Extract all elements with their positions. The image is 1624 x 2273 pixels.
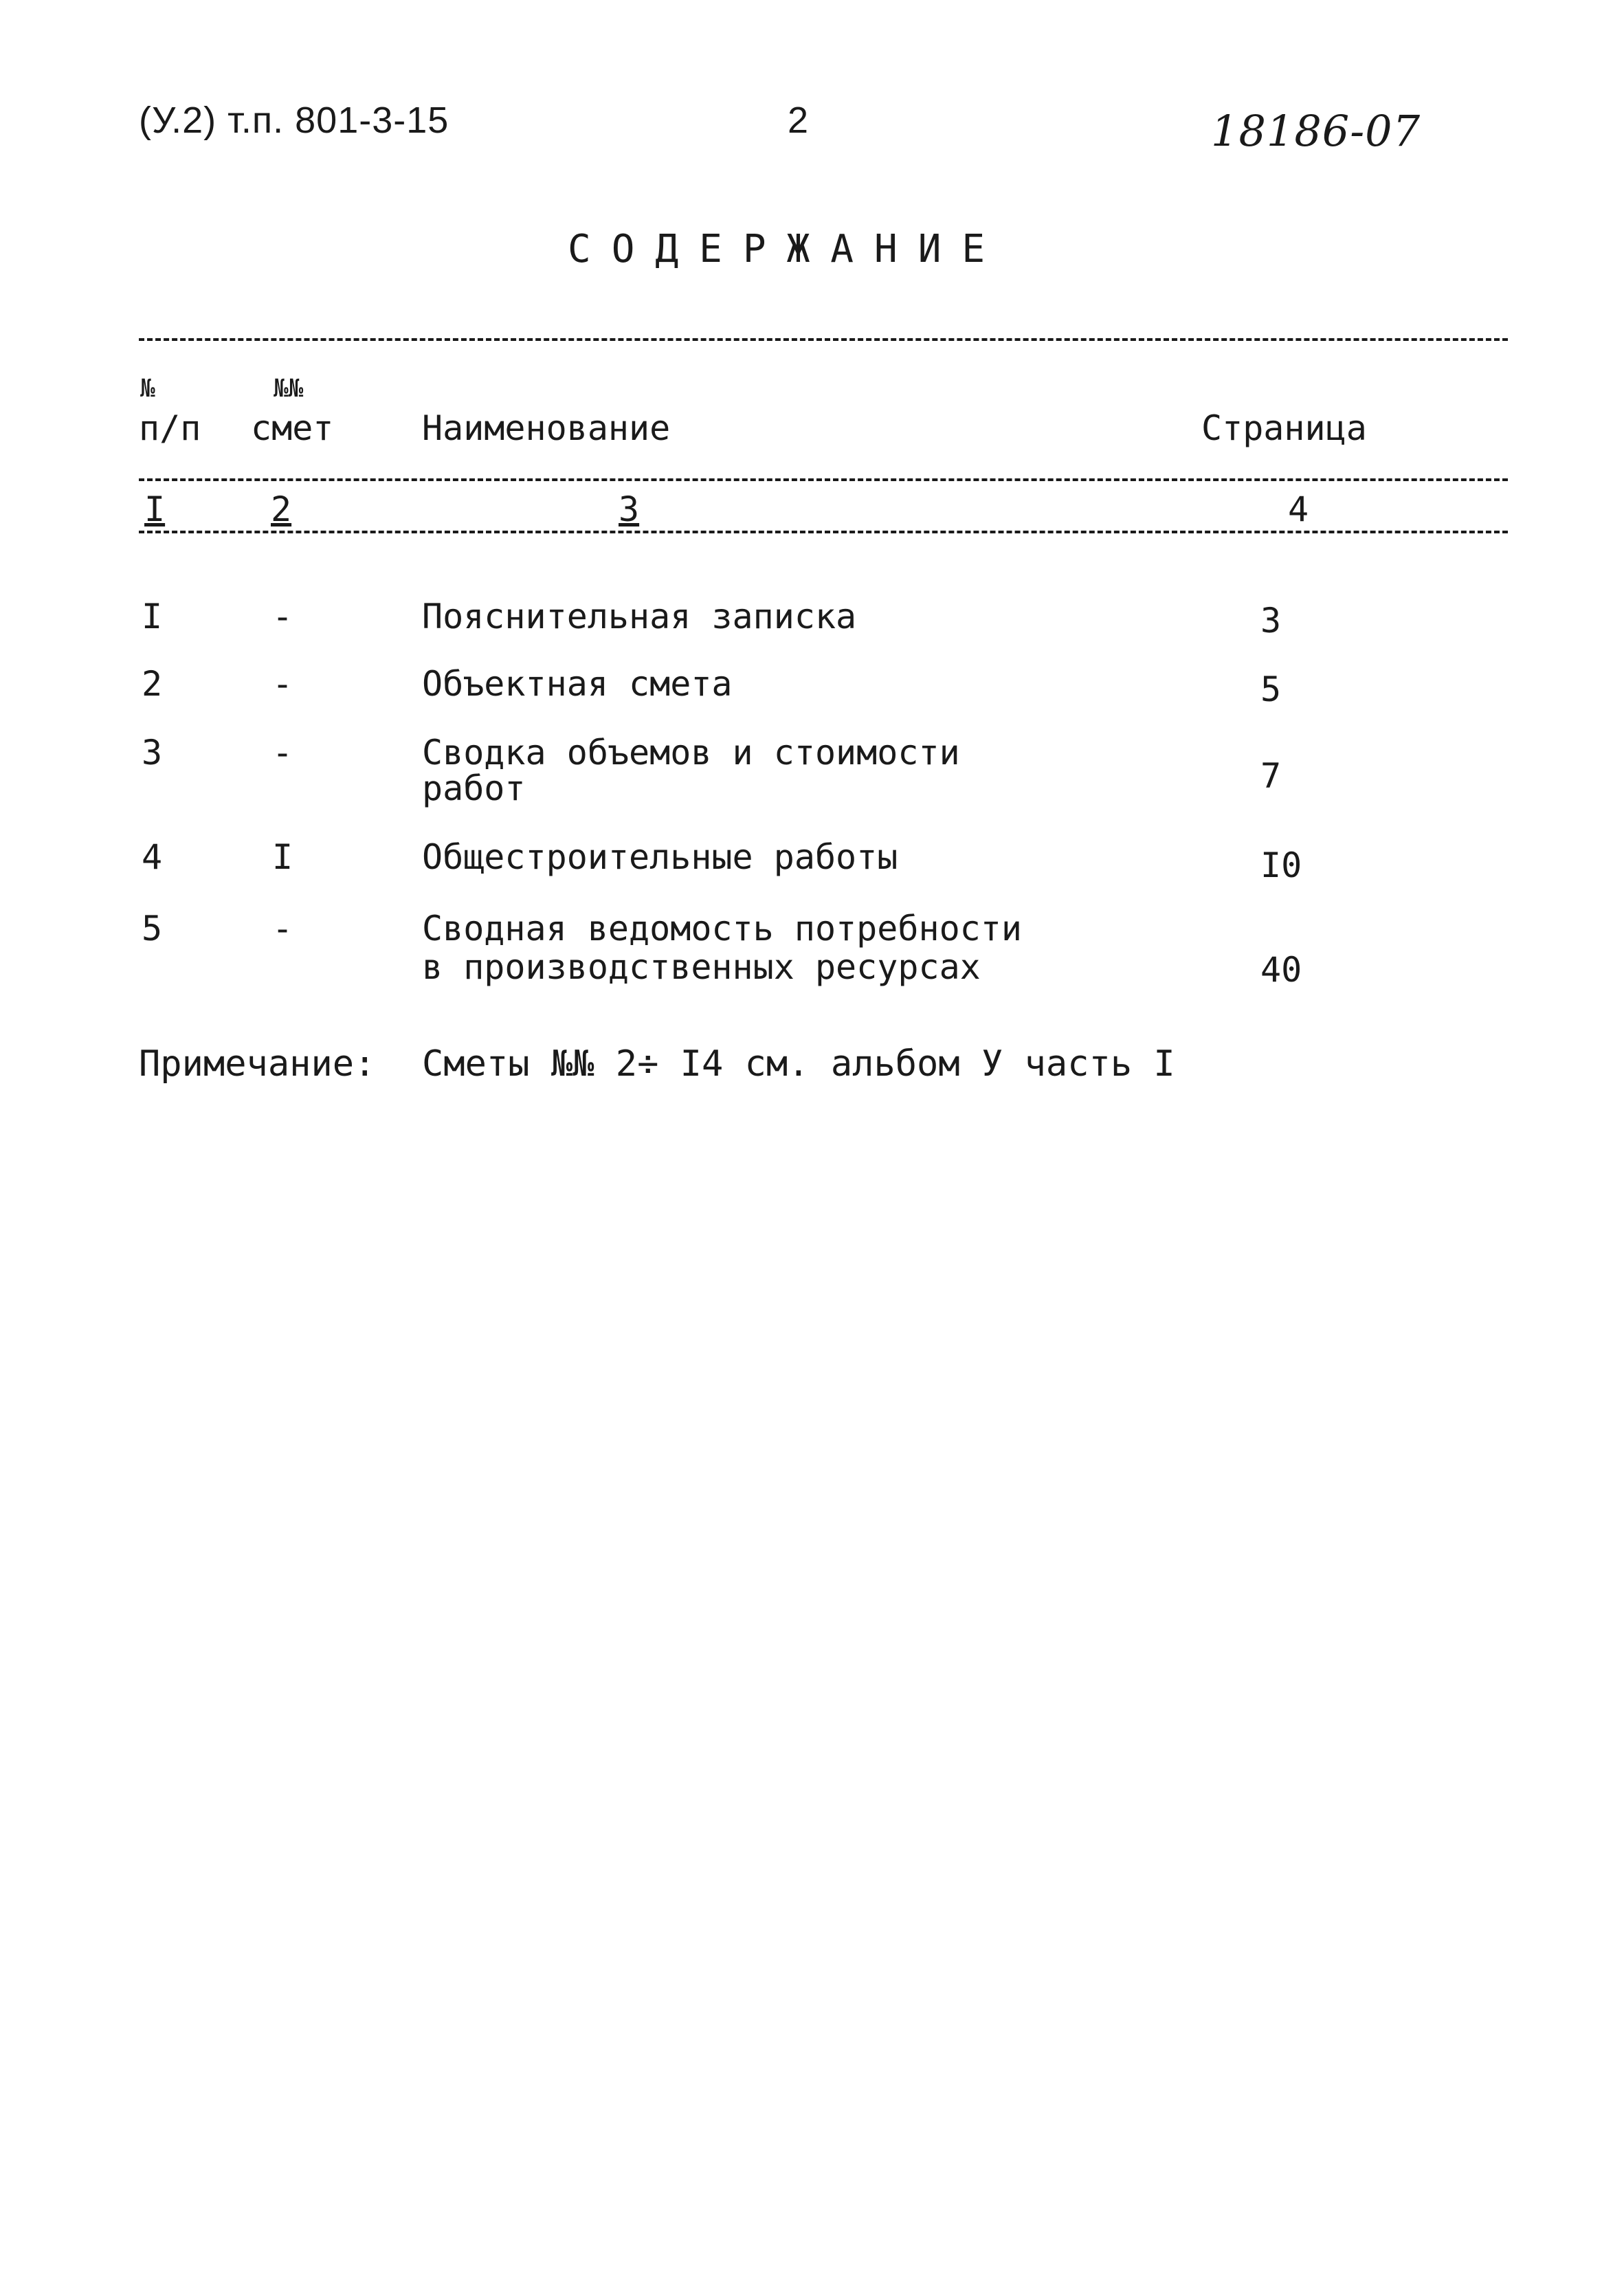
row-2-smeta: -	[272, 664, 293, 704]
note-label: Примечание:	[139, 1043, 376, 1085]
row-4-page: I0	[1260, 845, 1302, 885]
col-number-4: 4	[1288, 489, 1309, 529]
page-title: СОДЕРЖАНИЕ	[568, 227, 1006, 271]
col-number-1: I	[144, 489, 166, 529]
col-name-header: Наименование	[422, 408, 671, 448]
row-2-num: 2	[142, 664, 163, 704]
col-num-label: п/п	[139, 408, 201, 448]
numbering-divider	[139, 531, 1508, 533]
header-divider	[139, 478, 1508, 481]
row-2-page: 5	[1260, 669, 1282, 709]
row-1-page: 3	[1260, 601, 1282, 641]
row-5-num: 5	[142, 909, 163, 949]
row-4-smeta: I	[272, 837, 293, 877]
row-5-name-line-1: Сводная ведомость потребности	[422, 909, 1022, 949]
col-number-3: 3	[619, 489, 640, 529]
col-smet-symbol: №№	[274, 375, 304, 403]
row-1-num: I	[142, 597, 163, 636]
row-1-name: Пояснительная записка	[422, 597, 857, 636]
row-2-name: Объектная смета	[422, 664, 733, 704]
col-number-2: 2	[271, 489, 292, 529]
row-3-name-line-1: Сводка объемов и стоимости	[422, 733, 960, 773]
row-5-name-line-2: в производственных ресурсах	[422, 947, 981, 987]
col-num-symbol: №	[140, 375, 155, 403]
row-3-page: 7	[1260, 756, 1282, 796]
row-4-name: Общестроительные работы	[422, 837, 898, 877]
page-number: 2	[788, 100, 809, 141]
table-top-divider	[139, 338, 1508, 341]
doc-code: (У.2) т.п. 801-3-15	[139, 100, 449, 141]
row-5-smeta: -	[272, 909, 293, 949]
row-3-name-line-2: работ	[422, 768, 526, 808]
row-5-page: 40	[1260, 950, 1302, 990]
col-smet-label: смет	[251, 408, 334, 448]
registration-number: 18186-07	[1211, 106, 1421, 156]
row-1-smeta: -	[272, 597, 293, 636]
row-3-smeta: -	[272, 733, 293, 773]
note-text: Сметы №№ 2÷ I4 см. альбом У часть I	[422, 1043, 1175, 1085]
col-page-header: Страница	[1201, 408, 1367, 448]
row-4-num: 4	[142, 837, 163, 877]
row-3-num: 3	[142, 733, 163, 773]
